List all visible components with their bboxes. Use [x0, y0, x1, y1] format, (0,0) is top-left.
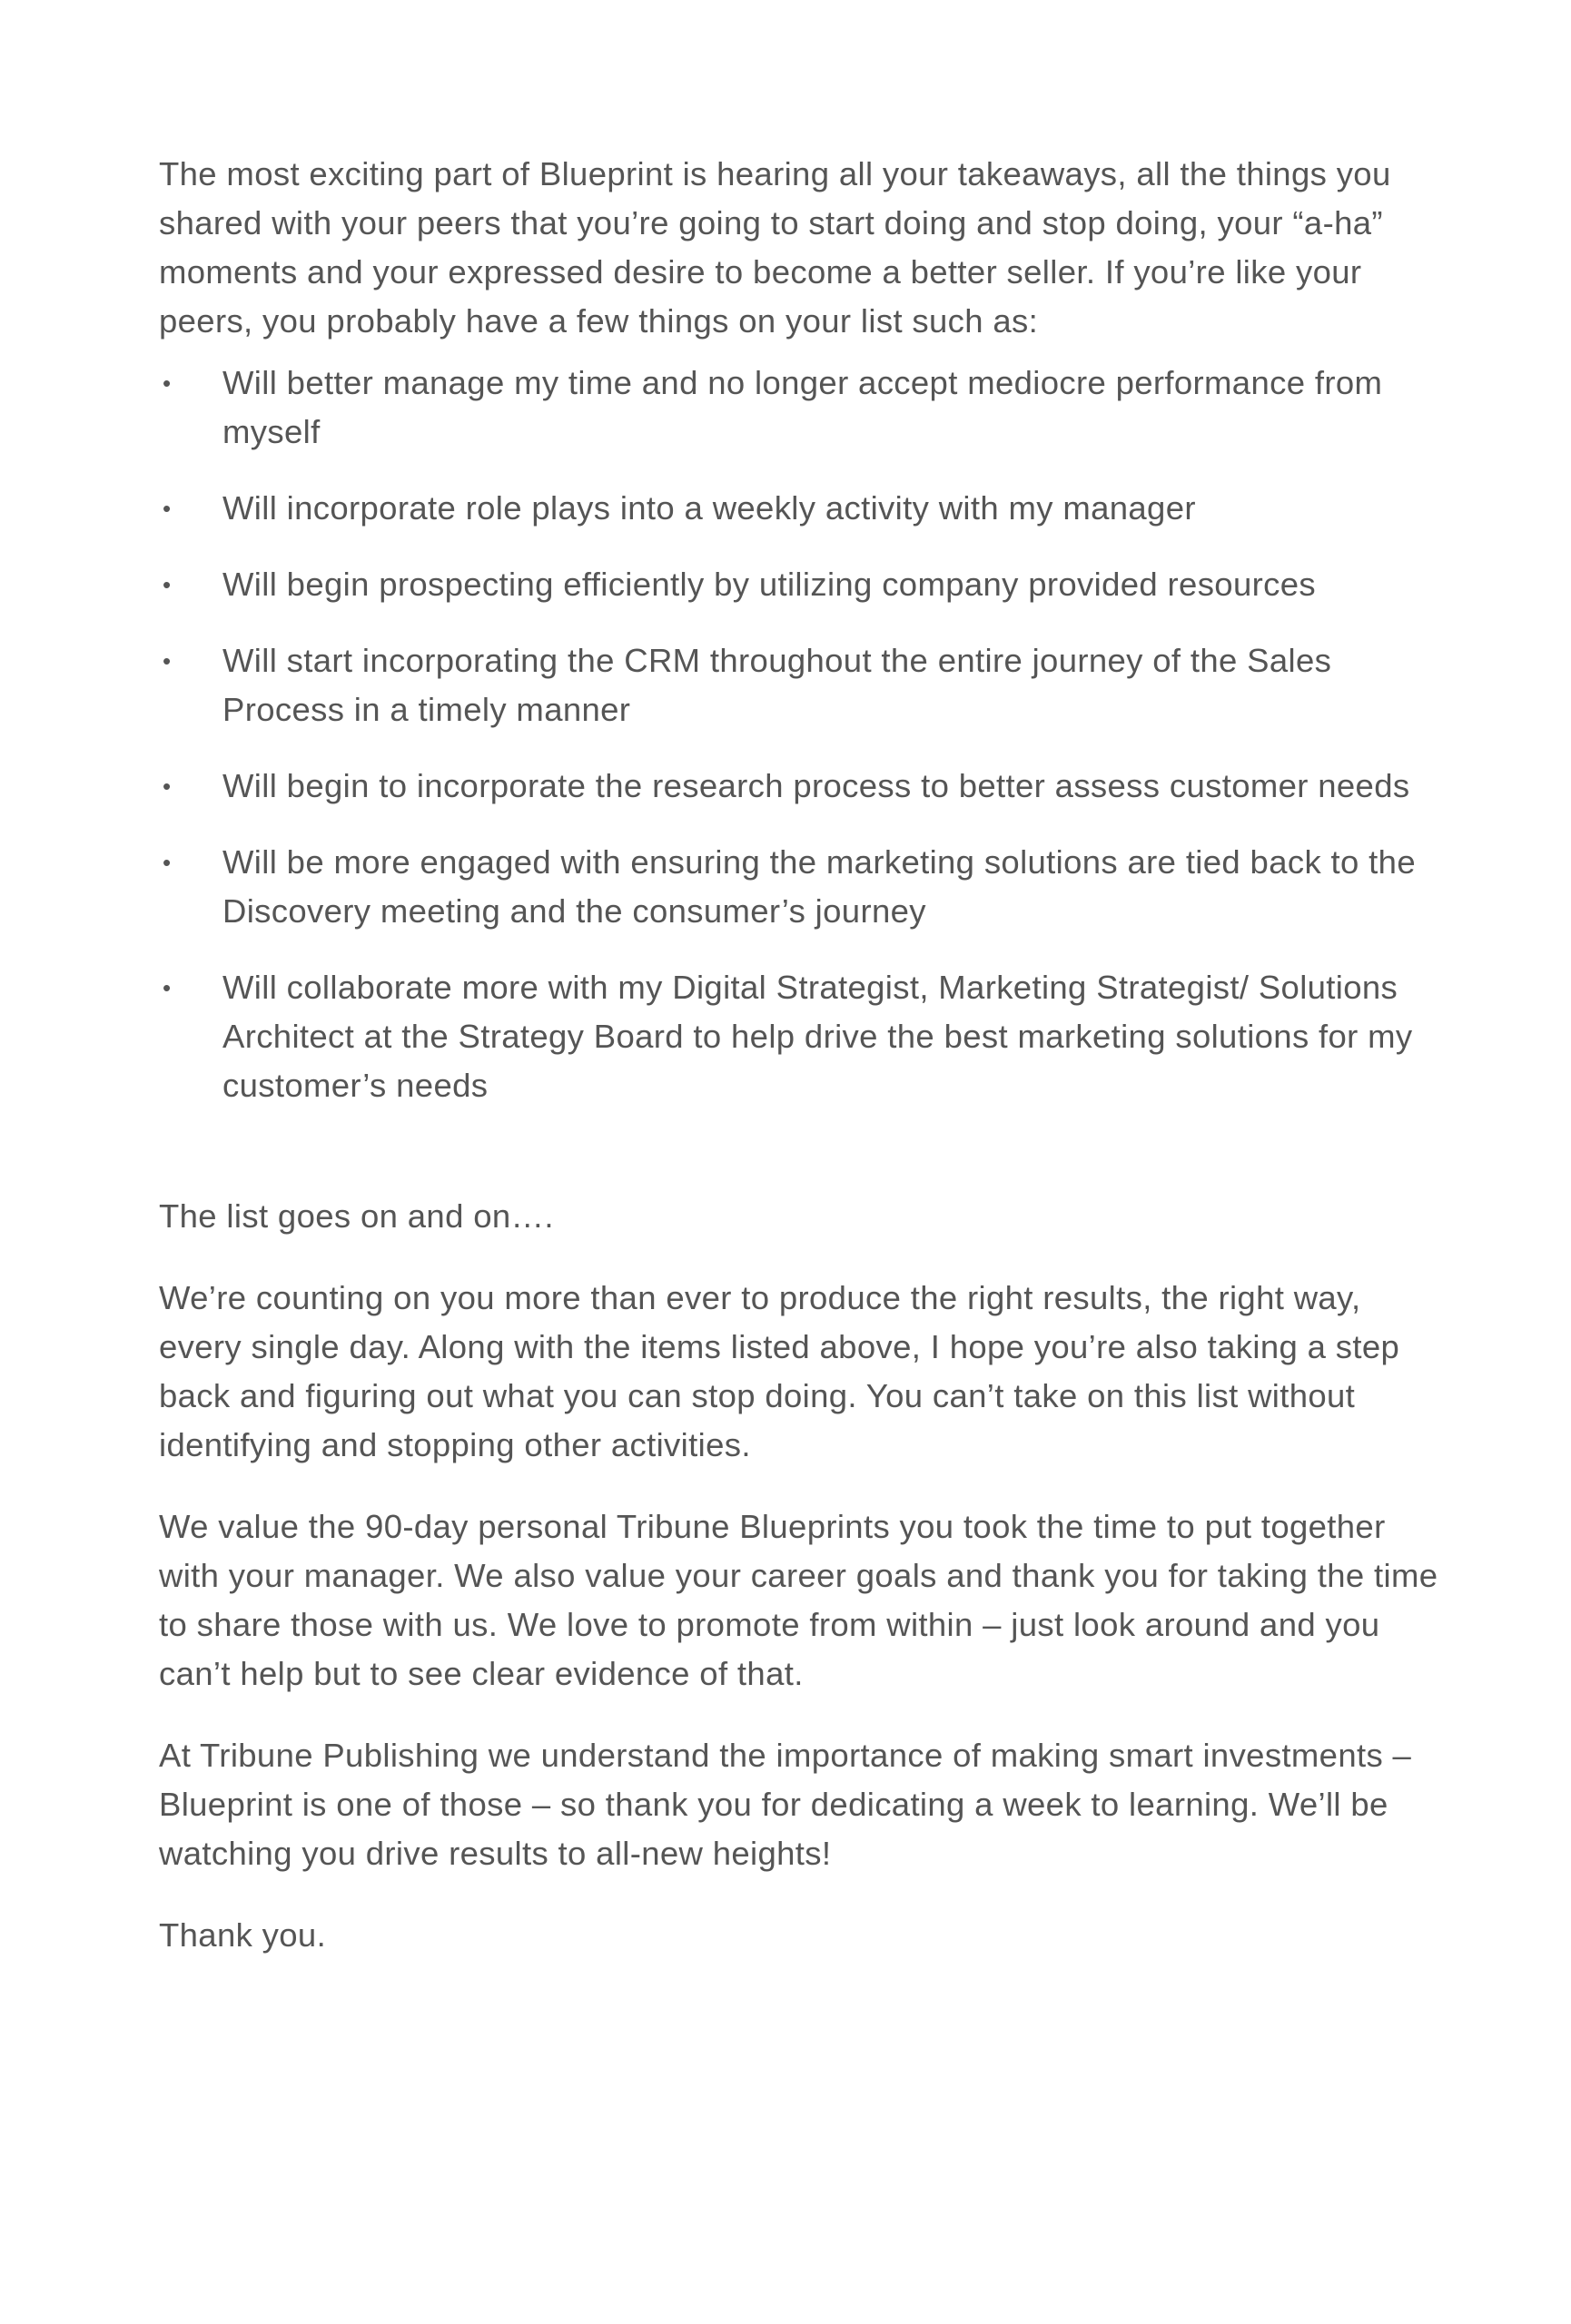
counting-paragraph: We’re counting on you more than ever to produce the right results, the right way, every single day. Along with the items listed above, I hope you’re also taking a step back and figuring out what you can stop doing. You can’t take on this list without identifying and stopping other activities.	[159, 1279, 1400, 1463]
list-spacer	[159, 1137, 1448, 1192]
value-paragraph: We value the 90-day personal Tribune Blueprints you took the time to put together with your manager. We also value your career goals and thank you for taking the time to share those with us. We love to promote from within – just look around and you can’t help but to see clear evidence of that.	[159, 1508, 1438, 1692]
letter-body	[159, 150, 1448, 1993]
list-item	[159, 359, 1448, 457]
list-item	[159, 560, 1448, 609]
list-item	[159, 963, 1448, 1110]
bullet-icon: •	[163, 647, 172, 675]
intro-paragraph: The most exciting part of Blueprint is hearing all your takeaways, all the things you shared with your peers that you’re going to start doing and stop doing, your “a-ha” moments and your expressed desire to become a better seller. If you’re like your peers, you probably have a few things on your list such as:	[159, 155, 1391, 340]
list-item-text: Will start incorporating the CRM throughout the entire journey of the Sales Process in a timely manner	[222, 642, 1332, 728]
bullet-icon: •	[163, 369, 172, 397]
bullet-icon: •	[163, 849, 172, 876]
list-item-text: Will be more engaged with ensuring the marketing solutions are tied back to the Discovery meeting and the consumer’s journey	[222, 843, 1416, 930]
list-item-text: Will collaborate more with my Digital Strategist, Marketing Strategist/ Solutions Architect at the Strategy Board to help drive the best marketing solutions for my customer’s needs	[222, 969, 1413, 1104]
investments-paragraph: At Tribune Publishing we understand the importance of making smart investments – Blueprint is one of those – so thank you for dedicating a week to learning. We’ll be watching you drive results to all-new heights!	[159, 1737, 1412, 1872]
bullet-icon: •	[163, 495, 172, 522]
bullet-icon: •	[163, 974, 172, 1001]
list-item-text: Will begin to incorporate the research process to better assess customer needs	[222, 767, 1410, 804]
bullet-icon: •	[163, 773, 172, 800]
list-item-text: Will better manage my time and no longer accept mediocre performance from myself	[222, 364, 1383, 450]
list-item-text: Will begin prospecting efficiently by utilizing company provided resources	[222, 566, 1316, 603]
list-item	[159, 484, 1448, 533]
closing-text: Thank you.	[159, 1916, 327, 1954]
list-item	[159, 762, 1448, 811]
list-item-text: Will incorporate role plays into a weekly activity with my manager	[222, 489, 1196, 527]
takeaways-list	[159, 359, 1448, 1110]
list-item	[159, 636, 1448, 734]
list-continues-text: The list goes on and on….	[159, 1197, 554, 1235]
bullet-icon: •	[163, 571, 172, 598]
list-item	[159, 838, 1448, 936]
